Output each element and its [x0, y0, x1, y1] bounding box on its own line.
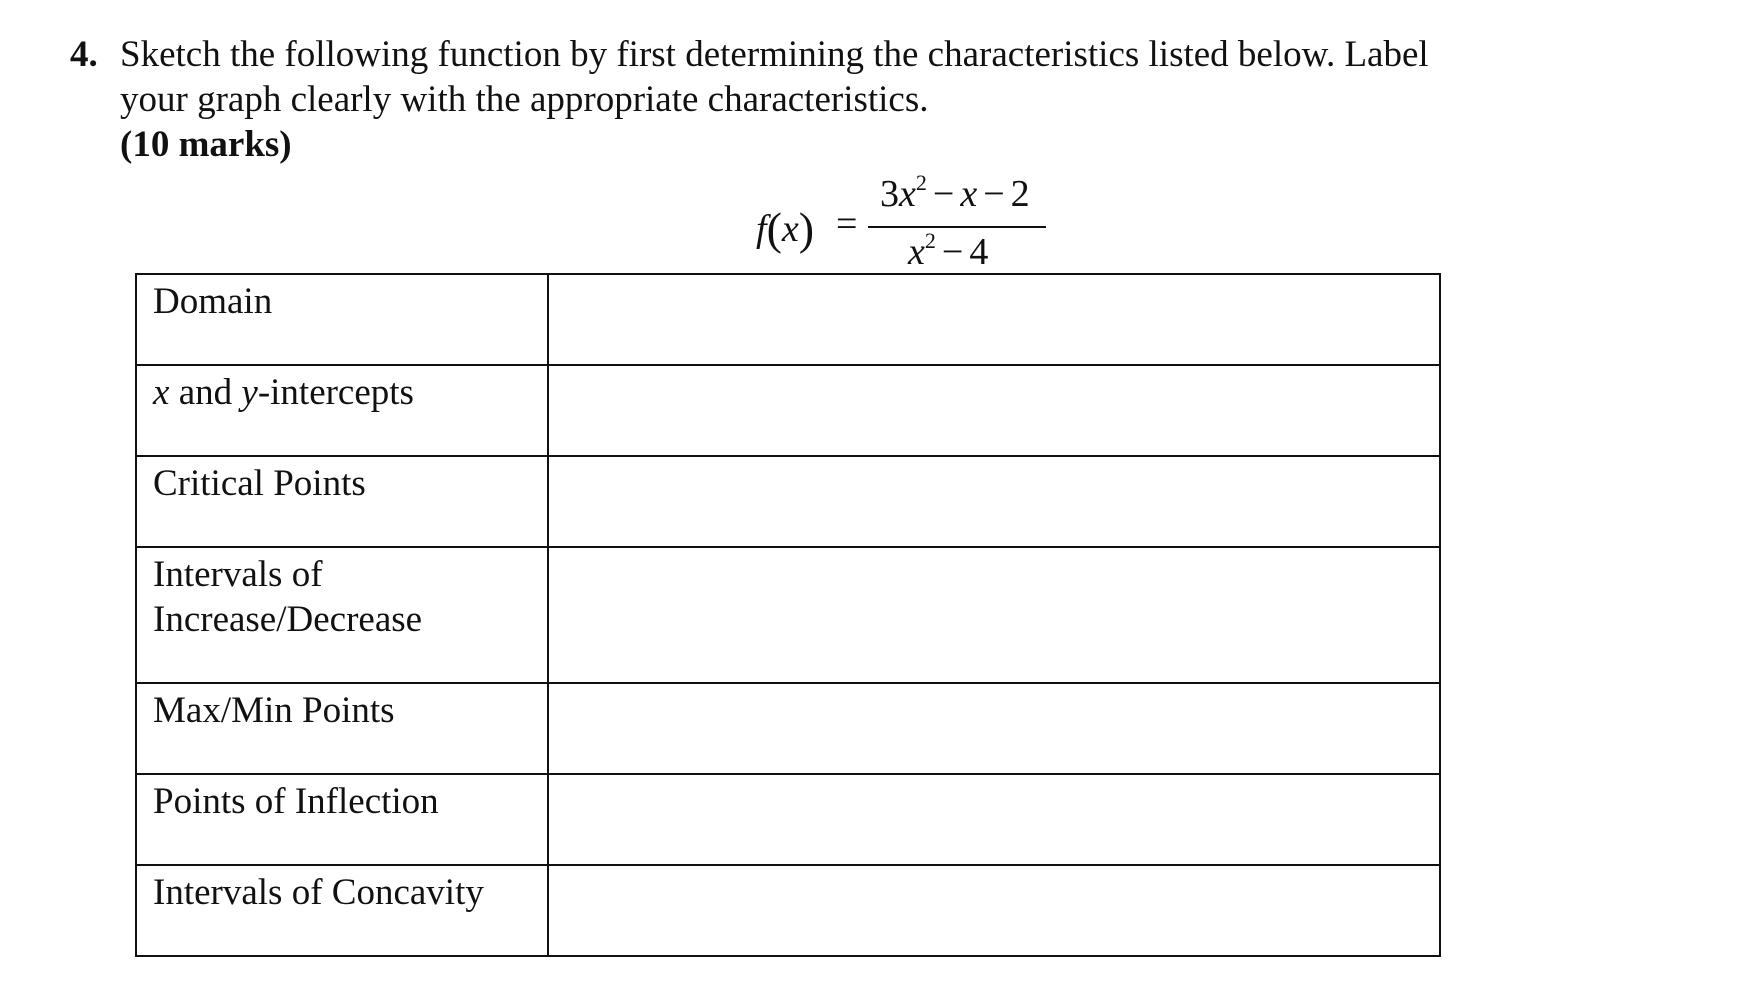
- formula-lhs: f(x): [756, 203, 815, 254]
- label-and: and: [169, 372, 242, 413]
- answer-cell-intercepts[interactable]: [548, 365, 1440, 456]
- den-var: x: [908, 231, 925, 273]
- fraction-bar: [868, 226, 1046, 228]
- table-row: [136, 456, 1440, 547]
- num-const: 2: [1010, 173, 1030, 215]
- answer-cell-domain[interactable]: [548, 274, 1440, 365]
- row-label-increase-decrease: [136, 547, 548, 683]
- answer-cell-critical-points[interactable]: [548, 456, 1440, 547]
- question-number: 4.: [70, 34, 98, 75]
- row-label-critical-points: Critical Points: [136, 456, 548, 547]
- den-const: 4: [969, 231, 989, 273]
- den-exp: 2: [924, 228, 936, 253]
- num-term2: x: [960, 173, 978, 215]
- formula-lhs-var: x: [781, 208, 799, 250]
- label-line-1: Intervals of: [153, 554, 323, 595]
- table-row: [136, 365, 1440, 456]
- row-label-domain: Domain: [136, 274, 548, 365]
- question-text-line-1: Sketch the following function by first determining the characteristics listed below. Label: [120, 34, 1429, 75]
- label-y-var: y: [241, 372, 258, 413]
- answer-cell-increase-decrease[interactable]: [548, 547, 1440, 683]
- question-block: [70, 32, 1630, 167]
- den-minus: −: [941, 231, 964, 273]
- num-var: x: [899, 173, 916, 215]
- label-line-2: Increase/Decrease: [153, 599, 423, 640]
- num-minus-1: −: [932, 173, 955, 215]
- row-label-concavity: Intervals of Concavity: [136, 865, 548, 956]
- question-text-line-2: your graph clearly with the appropriate characteristics.: [120, 79, 929, 120]
- num-coef: 3: [880, 173, 899, 215]
- formula-numerator: [880, 172, 1030, 216]
- num-exp: 2: [915, 170, 927, 195]
- row-label-max-min: Max/Min Points: [136, 683, 548, 774]
- characteristics-table: [135, 273, 1441, 957]
- answer-cell-concavity[interactable]: [548, 865, 1440, 956]
- label-x-var: x: [153, 372, 170, 413]
- row-label-inflection: Points of Inflection: [136, 774, 548, 865]
- question-marks: (10 marks): [120, 124, 292, 165]
- table-row: [136, 683, 1440, 774]
- formula-denominator: [908, 230, 988, 274]
- table-row: [136, 865, 1440, 956]
- answer-cell-inflection[interactable]: [548, 774, 1440, 865]
- answer-cell-max-min[interactable]: [548, 683, 1440, 774]
- table-row: [136, 774, 1440, 865]
- formula-equals: =: [836, 203, 858, 245]
- row-label-intercepts: [136, 365, 548, 456]
- num-minus-2: −: [983, 173, 1005, 215]
- formula-func-name: f: [756, 208, 767, 250]
- function-formula: [750, 172, 1070, 280]
- table-row: [136, 274, 1440, 365]
- label-intercepts-text: -intercepts: [257, 372, 414, 413]
- table-row: [136, 547, 1440, 683]
